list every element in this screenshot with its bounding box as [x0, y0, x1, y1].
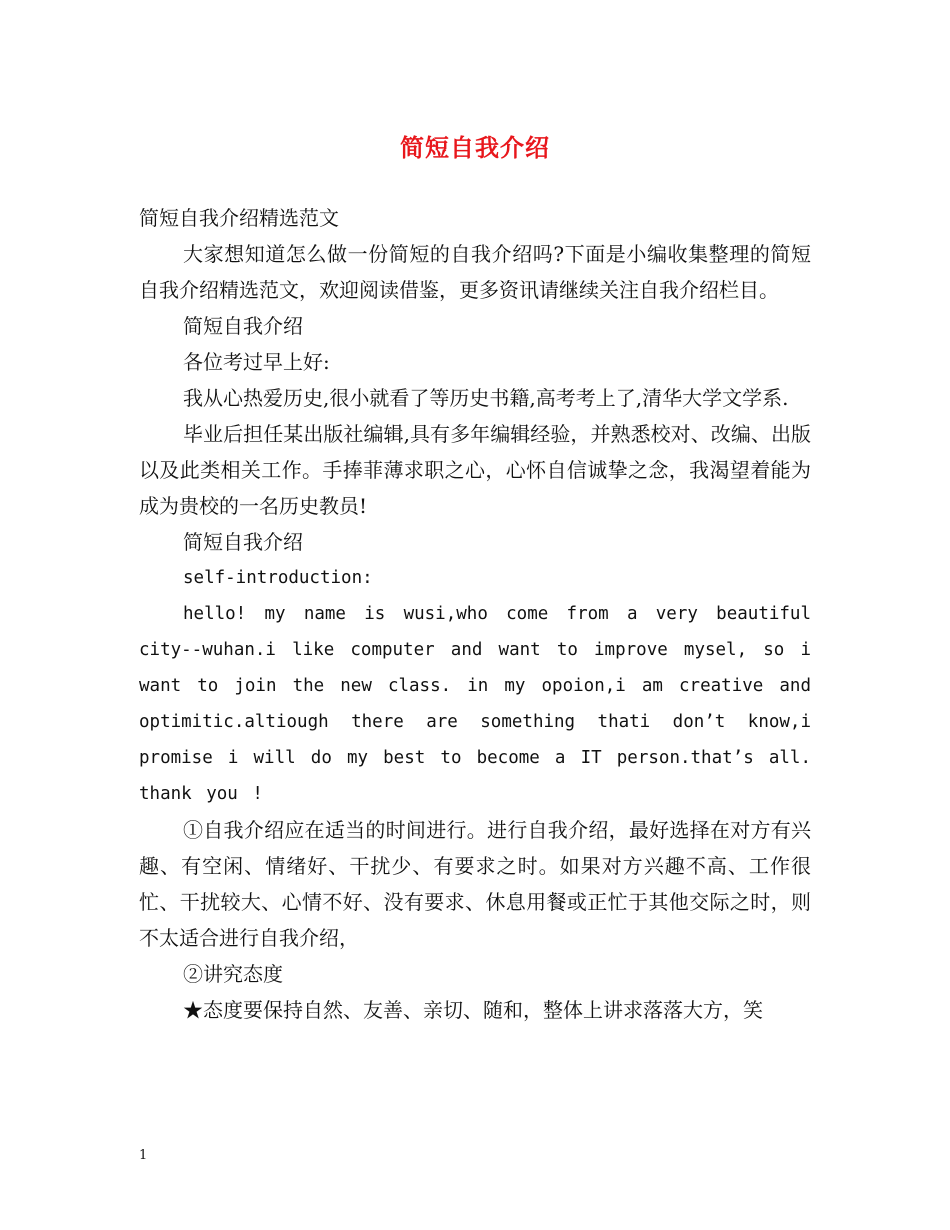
greeting-paragraph: 各位考过早上好: [183, 350, 330, 374]
body-paragraph-1: 我从心热爱历史,很小就看了等历史书籍,高考考上了,清华大学文学系. [183, 386, 789, 410]
body-paragraph-2: 毕业后担任某出版社编辑,具有多年编辑经验，并熟悉校对、改编、出版以及此类相关工作。手捧菲薄求职之心，心怀自信诚挚之念，我渴望着能为成为贵校的一名历史教员! [139, 422, 811, 518]
tip-paragraph-3: ★态度要保持自然、友善、亲切、随和，整体上讲求落落大方，笑 [183, 998, 763, 1022]
english-paragraph: hello! my name is wusi,who come from a very beautiful city--wuhan.i like computer and want to improve mysel, so i want to join the new class. in my opoion,i am creative and optimitic.altiough there are something thati don’t know,i promise i will do my best to become a IT person.that’s all. thank you ! [139, 604, 811, 804]
tip-paragraph-2: ②讲究态度 [183, 962, 283, 986]
heading-paragraph: 简短自我介绍精选范文 [139, 206, 339, 230]
page-number: 1 [139, 1148, 148, 1163]
subheading-2: 简短自我介绍 [183, 530, 303, 554]
document-body [139, 200, 811, 1028]
english-heading: self-introduction: [183, 568, 373, 588]
document-title: 简短自我介绍 [400, 134, 550, 162]
subheading-1: 简短自我介绍 [183, 314, 303, 338]
intro-paragraph: 大家想知道怎么做一份简短的自我介绍吗?下面是小编收集整理的简短自我介绍精选范文，欢迎阅读借鉴，更多资讯请继续关注自我介绍栏目。 [139, 242, 811, 302]
tip-paragraph-1: ①自我介绍应在适当的时间进行。进行自我介绍，最好选择在对方有兴趣、有空闲、情绪好、干扰少、有要求之时。如果对方兴趣不高、工作很忙、干扰较大、心情不好、没有要求、休息用餐或正忙于其他交际之时，则不太适合进行自我介绍， [139, 818, 811, 950]
